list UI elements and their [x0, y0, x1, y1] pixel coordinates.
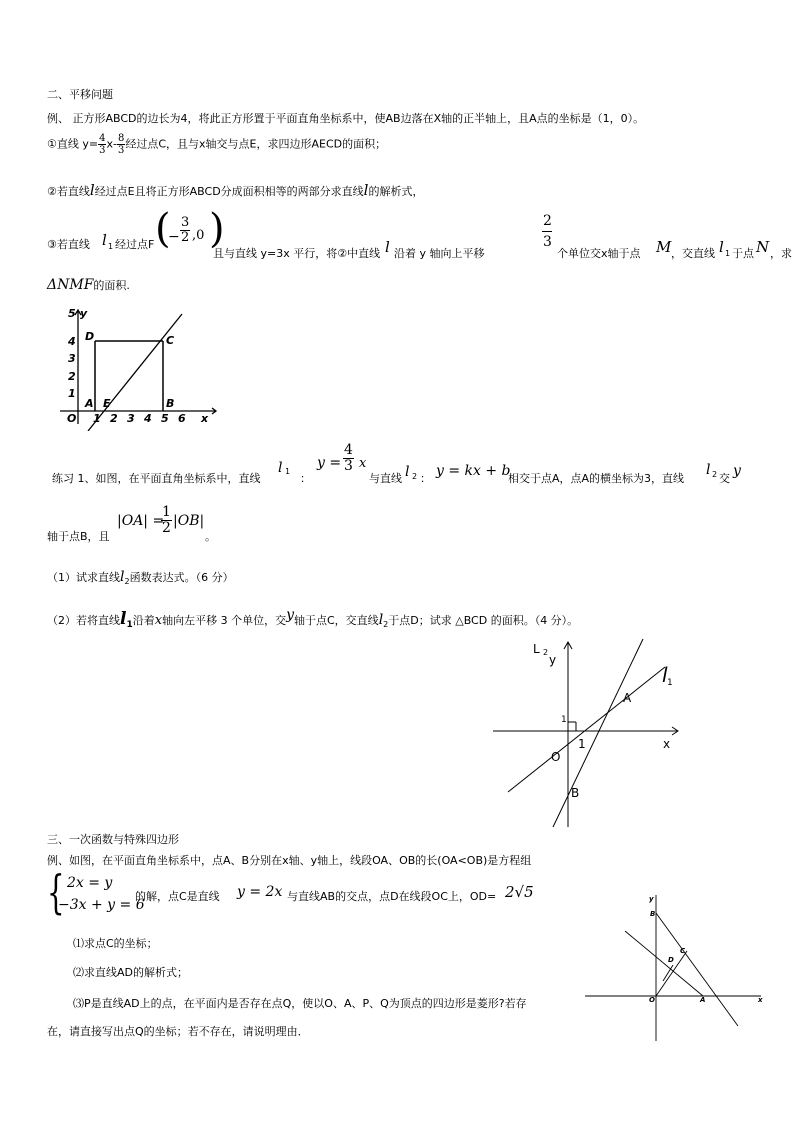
- fraction-4-3: $\frac{4}{3}$: [99, 133, 106, 156]
- paren-left: (: [155, 206, 171, 252]
- svg-text:1: 1: [667, 678, 673, 688]
- section3-q3-line2: 在，请直接写出点Q的坐标；若不存在，请说明理由．: [47, 1025, 309, 1038]
- figure-square-graph: [55, 306, 225, 431]
- question-2: ②若直线l经过点E且将正方形ABCD分成面积相等的两部分求直线l的解析式，: [47, 181, 424, 199]
- section3-heading: 三、一次函数与特殊四边形: [47, 833, 179, 846]
- figure-rhombus-lines: [583, 893, 768, 1043]
- svg-text:1: 1: [578, 737, 586, 751]
- question-3-tail: ΔNMF的面积.: [47, 277, 130, 293]
- section2-heading: 二、平移问题: [47, 88, 113, 101]
- svg-text:y: y: [80, 307, 88, 320]
- svg-text:2: 2: [68, 370, 76, 383]
- svg-text:1: 1: [561, 715, 567, 725]
- svg-text:2: 2: [110, 412, 118, 425]
- svg-text:5: 5: [68, 307, 76, 320]
- svg-text:E: E: [103, 397, 111, 410]
- equation-system: { 2x = y −3x + y = 6 的解，点C是直线 y = 2x 与直线AB的交点，点D在线段OC上，OD= 2√5: [47, 865, 534, 919]
- paren-right: ): [209, 206, 225, 252]
- line-l-symbol: l: [89, 181, 95, 199]
- svg-text:4: 4: [68, 335, 76, 348]
- svg-text:B: B: [166, 397, 175, 410]
- svg-text:B: B: [571, 786, 580, 800]
- svg-text:5: 5: [161, 412, 169, 425]
- practice-1-condition: 轴于点B，且 |OA| = $\frac{1}{2}$ |OB| 。: [47, 504, 216, 543]
- practice-1-q2: （2）若将直线$l_1$沿着x轴向左平移 3 个单位，交y轴于点C，交直线$l_2$于点D；试求 △BCD 的面积。（4 分）。: [47, 607, 579, 631]
- q1-mid: x-: [106, 137, 117, 151]
- line-l1: [508, 667, 665, 792]
- fraction-4-3-b: $\frac{4}{3}$: [344, 442, 353, 475]
- svg-text:C: C: [166, 334, 175, 347]
- svg-text:x: x: [758, 996, 763, 1004]
- svg-text:L: L: [533, 642, 540, 656]
- svg-text:l: l: [662, 663, 668, 687]
- svg-text:A: A: [85, 397, 94, 410]
- question-1: [47, 133, 386, 156]
- q1-prefix: ①直线 y=: [47, 137, 99, 151]
- svg-text:3: 3: [68, 352, 76, 365]
- equation-kx-b: y = kx + b: [436, 463, 511, 479]
- figure-practice-lines: [490, 637, 690, 832]
- svg-text:x: x: [663, 737, 671, 751]
- svg-text:O: O: [649, 996, 655, 1004]
- brace-left: {: [47, 865, 65, 919]
- svg-text:A: A: [700, 996, 706, 1004]
- fraction-1-2: $\frac{1}{2}$: [162, 504, 171, 537]
- section3-q1: ⑴求点C的坐标；: [73, 937, 158, 950]
- section3-q2: ⑵求直线AD的解析式；: [73, 966, 188, 979]
- svg-text:2: 2: [543, 648, 549, 657]
- line-ab: [656, 913, 738, 1026]
- practice-1-q1: （1）试求直线$l_2$函数表达式。（6 分）: [47, 569, 234, 587]
- q1-suffix: 经过点C，且与x轴交与点E，求四边形AECD的面积；: [125, 137, 387, 151]
- svg-text:B: B: [650, 910, 656, 918]
- section3-q3-line1: ⑶P是直线AD上的点，在平面内是否存在点Q，使以O、A、P、Q为顶点的四边形是菱形?若存: [73, 997, 527, 1010]
- fraction-2-3: 2 3: [543, 213, 552, 251]
- svg-text:O: O: [67, 412, 77, 425]
- fraction-8-3: $\frac{8}{3}$: [117, 133, 125, 156]
- practice-1: 练习 1、如图，在平面直角坐标系中，直线 l 1 ： y = $\frac{4}{3}$ x 与直线 l 2 ： y = kx + b 相交于点A，点A的横坐标为3，直线 l 2 交 y: [52, 442, 741, 485]
- svg-text:3: 3: [127, 412, 135, 425]
- svg-text:A: A: [623, 691, 632, 705]
- example-intro: 例、 正方形ABCD的边长为4，将此正方形置于平面直角坐标系中，使AB边落在X轴的正半轴上，且A点的坐标是（1，0）。: [47, 112, 645, 125]
- svg-text:y: y: [549, 653, 557, 667]
- svg-text:1: 1: [93, 412, 101, 425]
- svg-text:O: O: [551, 750, 561, 764]
- svg-text:C: C: [680, 947, 686, 955]
- svg-text:6: 6: [178, 412, 186, 425]
- line-through-a: [625, 931, 703, 996]
- section3-example: 例、如图，在平面直角坐标系中，点A、B分别在x轴、y轴上，线段OA、OB的长(OA<OB)是方程组: [47, 854, 532, 867]
- line-l2: [553, 639, 643, 827]
- svg-text:D: D: [668, 956, 674, 964]
- fraction-3-2: $\frac{3}{2}$: [181, 215, 190, 246]
- svg-text:1: 1: [68, 387, 76, 400]
- svg-text:4: 4: [144, 412, 152, 425]
- svg-text:D: D: [85, 330, 95, 343]
- svg-text:x: x: [201, 412, 209, 425]
- svg-text:y: y: [649, 895, 654, 903]
